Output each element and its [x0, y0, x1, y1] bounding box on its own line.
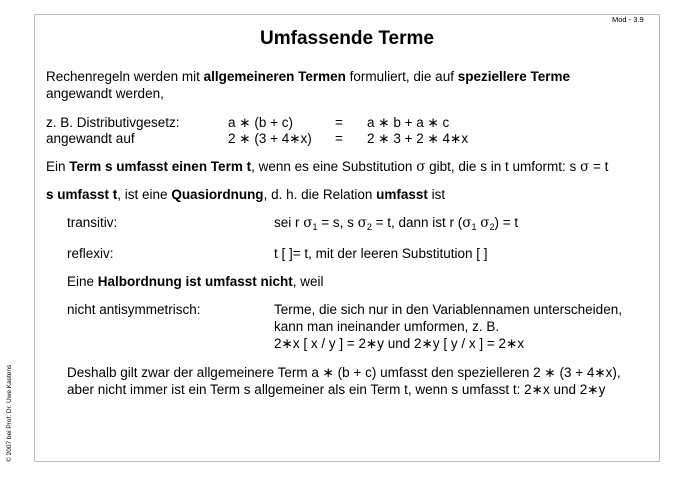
quasi-text-3: ist [427, 187, 446, 202]
antisym-line-2: kann man ineinander umformen, z. B. [274, 319, 500, 334]
sigma-symbol: σ [480, 215, 490, 231]
intro-bold-2: speziellere Terme [457, 69, 571, 84]
conclusion-line-1: Deshalb gilt zwar der allgemeinere Term a ∗ (b + c) umfasst den spezielleren 2 ∗ (3 + 4∗x), [67, 365, 621, 380]
transitive-text: = s, s [317, 215, 358, 230]
half-suffix: , weil [292, 274, 324, 289]
definition-middle: , wenn es eine Substitution [251, 159, 417, 174]
definition-suffix: gibt, die s in t umformt: s [425, 159, 580, 174]
subscript: 1 [471, 222, 477, 232]
example-lhs-2: 2 ∗ (3 + 4∗x) [228, 131, 312, 146]
sigma-symbol: σ [303, 215, 313, 231]
transitive-formula [274, 214, 518, 232]
quasi-bold-3: umfasst [376, 187, 428, 202]
quasi-line [46, 186, 445, 203]
quasi-text-1: , ist eine [117, 187, 172, 202]
quasi-text-2: , d. h. die Relation [263, 187, 377, 202]
transitive-text: sei r [274, 215, 304, 230]
antisym-label: nicht antisymmetrisch: [67, 302, 201, 317]
half-order-line [67, 273, 324, 290]
sigma-symbol: σ [416, 159, 426, 175]
reflexive-label: reflexiv: [67, 246, 114, 261]
copyright-notice: © 2007 bei Prof. Dr. Uwe Kastens [6, 364, 13, 462]
transitive-text: ) = t [494, 215, 519, 230]
intro-text-2: formuliert, die auf [345, 69, 458, 84]
intro-line-2: angewandt werden, [46, 86, 164, 101]
quasi-bold-2: Quasiordnung [171, 187, 264, 202]
definition-bold: Term s umfasst einen Term t [69, 159, 252, 174]
sigma-symbol: σ [579, 159, 590, 175]
subscript: 2 [489, 222, 495, 232]
half-bold: Halbordnung ist umfasst nicht [97, 274, 293, 289]
subscript: 1 [312, 222, 318, 232]
sigma-symbol: σ [462, 215, 472, 231]
subscript: 2 [366, 222, 372, 232]
example-label-1: z. B. Distributivgesetz: [46, 115, 180, 130]
half-prefix: Eine [67, 274, 98, 289]
intro-bold-1: allgemeineren Termen [203, 69, 346, 84]
definition-prefix: Ein [46, 159, 70, 174]
page-title: Umfassende Terme [260, 28, 434, 49]
antisym-line-1: Terme, die sich nur in den Variablennamen unterscheiden, [274, 302, 622, 317]
slide-id: Mod - 3.9 [612, 15, 644, 24]
example-eq-1: = [335, 115, 343, 130]
transitive-label: transitiv: [67, 215, 118, 230]
transitive-text: = t, dann ist r ( [371, 215, 463, 230]
example-lhs-1: a ∗ (b + c) [228, 115, 293, 130]
quasi-bold-1: s umfasst t [46, 187, 118, 202]
example-rhs-1: a ∗ b + a ∗ c [367, 115, 450, 130]
example-rhs-2: 2 ∗ 3 + 2 ∗ 4∗x [367, 131, 469, 146]
reflexive-formula: t [ ]= t, mit der leeren Substitution [ ] [274, 246, 488, 261]
intro-line-1 [46, 68, 570, 85]
sigma-symbol: σ [357, 215, 367, 231]
conclusion-line-2: aber nicht immer ist ein Term s allgemeiner als ein Term t, wenn s umfasst t: 2∗x und 2∗y [67, 382, 606, 397]
example-eq-2: = [335, 131, 343, 146]
example-label-2: angewandt auf [46, 131, 135, 146]
definition-line [46, 158, 608, 176]
intro-text-1: Rechenregeln werden mit [46, 69, 204, 84]
antisym-line-3: 2∗x [ x / y ] = 2∗y und 2∗y [ y / x ] = 2∗x [274, 336, 525, 351]
definition-end: = t [589, 159, 609, 174]
